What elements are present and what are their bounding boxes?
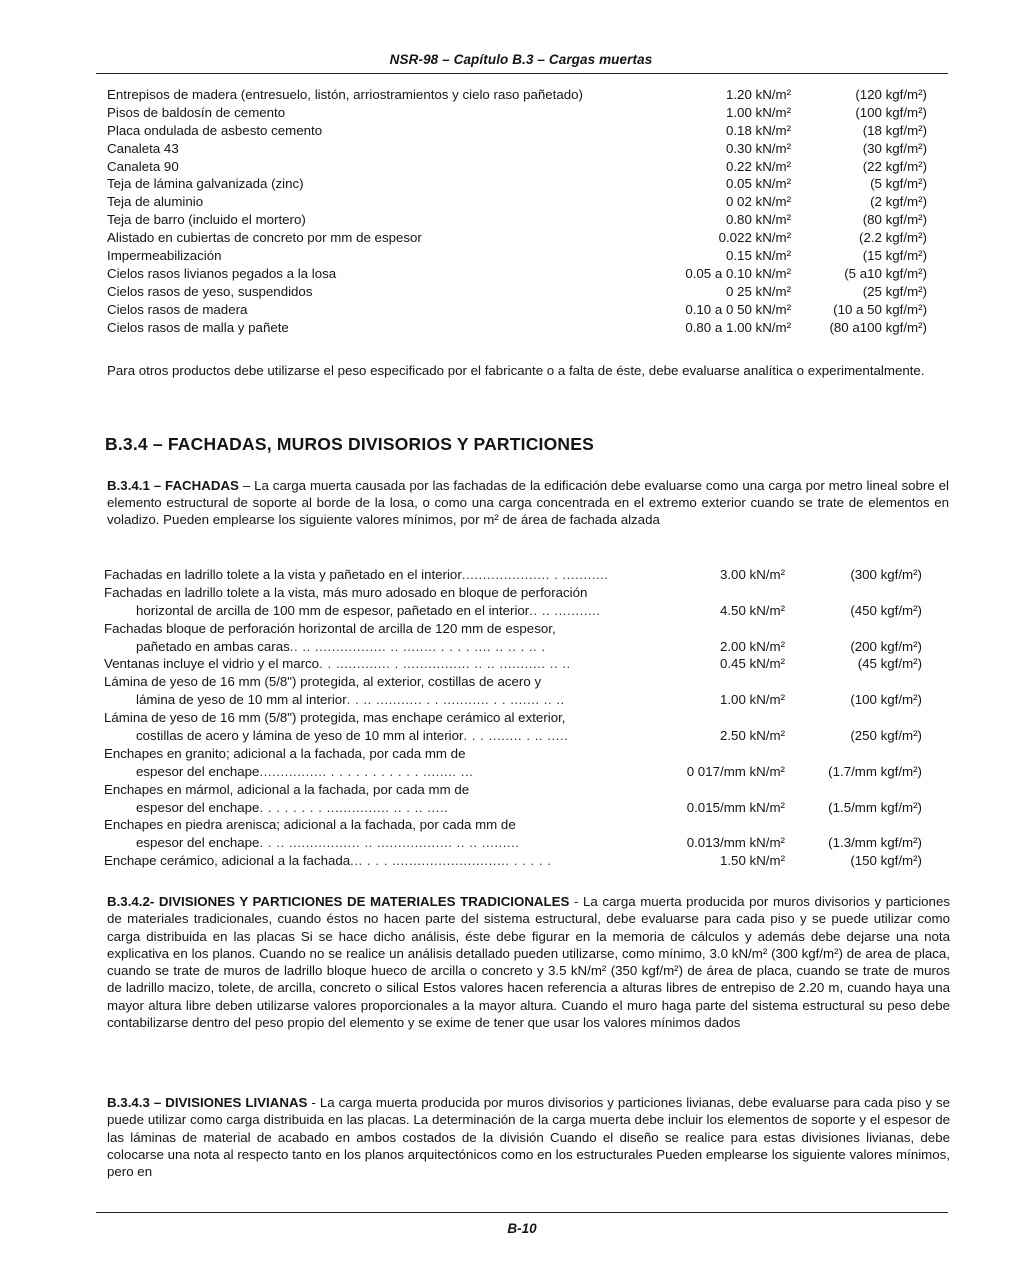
load-value-kn: 0 25 kN/m² <box>725 283 791 299</box>
load-description <box>104 709 565 727</box>
table-row <box>107 283 927 301</box>
leader-dots: . . .. ........... . . ........... . . ....... .. .. <box>346 692 565 708</box>
leader-dots: ..................... . ........... <box>461 567 609 582</box>
table-row <box>107 211 927 229</box>
load-description <box>136 691 565 709</box>
load-value-kn: 2.00 kN/m² <box>719 638 785 654</box>
table-row <box>107 193 927 211</box>
load-description <box>104 745 465 763</box>
page-number: B-10 <box>507 1221 537 1236</box>
load-description <box>104 852 551 870</box>
load-value-kn: 1.50 kN/m² <box>719 853 785 869</box>
load-description <box>136 602 601 620</box>
paragraph-text: - La carga muerta producida por muros divisorios y particiones de materiales tradicionales, cuando éstos no hacen parte del sistema estructural, debe evaluarse para cada piso y se puede utilizar como carga distribuida en las placas Si se hace dicho análisis, éste debe figurar en la memoria de cálculos y además debe dejarse una nota explicativa en los planos. Cuando no se realice un análisis detallado pueden utilizarse, como mínimo, 3.0 kN/m² (300 kgf/m²) de area de placa, cuando se trate de muros de ladrillo bloque hueco de arcilla o concreto y 3.5 kN/m² (350 kgf/m²) de área de placa, cuando se trate de muros de ladrillo macizo, tolete, de arcilla, concreto o silical Estos valores hacen referencia a alturas libres de entrepiso de 2.20 m, cuando haya una mayor altura libre deben utilizarse valores proporcionales a la mayor altura. Cuando el muro haga parte del sistema estructural su peso debe contabilizarse dentro del peso propio del elemento y se exime de tener que usar los valores mínimos dados <box>107 894 950 1031</box>
load-description <box>104 781 469 799</box>
table-row <box>104 834 922 852</box>
load-value-kgf: (250 kgf/m²) <box>850 728 922 744</box>
facade-loads-table <box>104 566 922 870</box>
load-value-kn: 1.00 kN/m² <box>719 692 785 708</box>
table-row <box>104 709 922 727</box>
load-description <box>104 673 541 691</box>
load-description: Cielos rasos de malla y pañete <box>107 319 289 335</box>
load-value-kn: 0.80 kN/m² <box>725 212 791 228</box>
table-row <box>104 727 922 745</box>
paragraph-divisiones-tradicionales <box>107 893 950 1031</box>
table-row <box>107 86 927 104</box>
table-row <box>104 584 922 602</box>
load-description <box>136 638 546 656</box>
load-value-kgf: (80 kgf/m²) <box>862 212 927 228</box>
table-row <box>104 566 922 584</box>
load-value-kgf: (15 kgf/m²) <box>862 248 927 264</box>
load-value-kn: 4.50 kN/m² <box>719 602 785 618</box>
load-description <box>104 566 609 584</box>
load-value-kgf: (10 a 50 kgf/m²) <box>833 301 927 317</box>
leader-dots: .. .. ........... <box>529 602 601 618</box>
load-description-text: Enchapes en piedra arenisca; adicional a la fachada, por cada mm de <box>104 817 516 833</box>
load-value-kn: 0.18 kN/m² <box>725 122 791 138</box>
load-value-kgf: (22 kgf/m²) <box>862 158 927 174</box>
load-value-kn: 0.013/mm kN/m² <box>686 835 785 851</box>
load-value-kn: 0.05 kN/m² <box>725 176 791 192</box>
load-value-kgf: (450 kgf/m²) <box>850 602 922 618</box>
table-row <box>104 852 922 870</box>
table-row <box>104 638 922 656</box>
load-description: Placa ondulada de asbesto cemento <box>107 122 323 138</box>
load-value-kn: 0.15 kN/m² <box>725 248 791 264</box>
load-value-kgf: (1.5/mm kgf/m²) <box>828 799 922 815</box>
table-row <box>107 140 927 158</box>
load-description <box>104 584 587 602</box>
footer-rule <box>96 1212 948 1213</box>
load-description-text: Lámina de yeso de 16 mm (5/8") protegida, al exterior, costillas de acero y <box>104 674 542 690</box>
header-rule <box>96 73 948 74</box>
load-value-kn: 2.50 kN/m² <box>719 728 785 744</box>
table-row <box>107 229 927 247</box>
load-description <box>136 834 520 852</box>
table-row <box>104 781 922 799</box>
load-value-kn: 0 017/mm kN/m² <box>686 763 785 779</box>
table-row <box>107 158 927 176</box>
load-description <box>136 727 568 745</box>
load-value-kgf: (30 kgf/m²) <box>862 140 927 156</box>
load-description-text: Enchapes en mármol, adicional a la fachada, por cada mm de <box>104 781 470 797</box>
load-value-kgf: (1.7/mm kgf/m²) <box>828 763 922 779</box>
load-value-kgf: (5 kgf/m²) <box>870 176 927 192</box>
table-row <box>104 763 922 781</box>
load-description-text: Lámina de yeso de 16 mm (5/8") protegida, mas enchape cerámico al exterior, <box>104 710 566 726</box>
table-row <box>107 122 927 140</box>
load-description: Teja de aluminio <box>107 194 204 210</box>
table-row <box>104 799 922 817</box>
load-description: Canaleta 43 <box>107 140 179 156</box>
load-value-kn: 0.80 a 1.00 kN/m² <box>685 319 791 335</box>
load-description-text: costillas de acero y lámina de yeso de 10 mm al interior <box>136 728 464 744</box>
paragraph-heading: B.3.4.3 – DIVISIONES LIVIANAS <box>107 1095 308 1110</box>
table-row <box>104 602 922 620</box>
load-value-kn: 0.10 a 0 50 kN/m² <box>685 301 791 317</box>
load-value-kgf: (1.3/mm kgf/m²) <box>828 835 922 851</box>
load-description-text: espesor del enchape <box>136 799 260 815</box>
paragraph-other-products: Para otros productos debe utilizarse el peso especificado por el fabricante o a falta de éste, debe evaluarse analítica o experimentalmente. <box>107 363 925 378</box>
load-value-kn: 0.22 kN/m² <box>725 158 791 174</box>
load-value-kgf: (5 a10 kgf/m²) <box>844 265 927 281</box>
load-value-kgf: (80 a100 kgf/m²) <box>829 319 927 335</box>
load-value-kgf: (150 kgf/m²) <box>850 853 922 869</box>
load-description <box>136 799 448 817</box>
table-row <box>107 104 927 122</box>
table-row <box>104 620 922 638</box>
load-description: Teja de barro (incluido el mortero) <box>107 212 306 228</box>
section-title: B.3.4 – FACHADAS, MUROS DIVISORIOS Y PARTICIONES <box>105 434 594 454</box>
load-value-kgf: (100 kgf/m²) <box>850 692 922 708</box>
load-description-text: lámina de yeso de 10 mm al interior <box>136 692 347 708</box>
paragraph-text: – La carga muerta causada por las fachadas de la edificación debe evaluarse como una carga por metro lineal sobre el elemento estructural de soporte al borde de la losa, o como una carga concentrada en el extremo exterior cuando se trate de elementos en voladizo. Pueden emplearse los siguiente valores mínimos, por m² de área de fachada alzada <box>107 478 950 528</box>
leader-dots: ... . . . ............................ . . . . . <box>350 853 552 869</box>
leader-dots: . . . . . . . . ............... .. . .. ..... <box>259 799 449 815</box>
load-description-text: horizontal de arcilla de 100 mm de espesor, pañetado en el interior <box>136 602 530 618</box>
dead-loads-table <box>107 86 927 336</box>
load-value-kn: 0.05 a 0.10 kN/m² <box>685 265 791 281</box>
load-description: Entrepisos de madera (entresuelo, listón, arriostramientos y cielo raso pañetado) <box>107 87 583 102</box>
load-description: Canaleta 90 <box>107 158 179 174</box>
load-description-text: espesor del enchape <box>136 835 260 851</box>
table-row <box>104 691 922 709</box>
load-value-kgf: (25 kgf/m²) <box>862 283 927 299</box>
table-row <box>107 301 927 319</box>
table-row <box>107 247 927 265</box>
load-description <box>104 816 516 834</box>
load-value-kn: 3.00 kN/m² <box>719 567 785 582</box>
paragraph-text: - La carga muerta producida por muros divisorios y particiones livianas, debe evaluarse para cada piso y se puede utilizar como carga distribuida en las placas. La determinación de la carga muerta debe incluir los elementos de soporte y el espesor de las láminas de material de acabado en ambos costados de la división Cuando el diseño se realice para estas divisiones livianas, debe colocarse una nota al respecto tanto en los planos arquitectónicos como en los estructurales Pueden emplearse los siguiente valores mínimos, pero en <box>107 1095 951 1180</box>
load-value-kgf: (200 kgf/m²) <box>850 638 922 654</box>
table-row <box>104 816 922 834</box>
load-value-kgf: (120 kgf/m²) <box>855 87 927 102</box>
paragraph-fachadas <box>107 477 949 529</box>
load-description-text: pañetado en ambas caras <box>136 638 290 654</box>
load-description-text: Fachadas en ladrillo tolete a la vista, más muro adosado en bloque de perforación <box>104 584 588 600</box>
load-description <box>104 620 556 638</box>
table-row <box>104 655 922 673</box>
leader-dots: . . .. ................. .. .................. .. .. ......... <box>259 835 520 851</box>
load-value-kn: 0.45 kN/m² <box>719 656 785 672</box>
leader-dots: ................ . . . . . . . . . . . ........ ... <box>259 763 474 779</box>
load-description-text: Enchapes en granito; adicional a la fachada, por cada mm de <box>104 745 466 761</box>
load-value-kgf: (18 kgf/m²) <box>862 122 927 138</box>
load-value-kgf: (300 kgf/m²) <box>850 567 922 582</box>
load-description-text: Fachadas bloque de perforación horizontal de arcilla de 120 mm de espesor, <box>104 620 556 636</box>
load-value-kn: 1.00 kN/m² <box>725 104 791 120</box>
load-description: Impermeabilización <box>107 248 222 264</box>
load-description: Cielos rasos de madera <box>107 301 248 317</box>
load-description <box>104 655 571 673</box>
load-value-kn: 0.30 kN/m² <box>725 140 791 156</box>
load-description-text: Enchape cerámico, adicional a la fachada <box>104 853 351 869</box>
paragraph-heading: B.3.4.1 – FACHADAS <box>107 478 239 493</box>
load-value-kgf: (2.2 kgf/m²) <box>859 230 927 246</box>
load-description: Alistado en cubiertas de concreto por mm de espesor <box>107 230 422 246</box>
load-value-kgf: (45 kgf/m²) <box>857 656 922 672</box>
load-value-kgf: (2 kgf/m²) <box>870 194 927 210</box>
table-row <box>107 265 927 283</box>
load-description-text: Fachadas en ladrillo tolete a la vista y pañetado en el interior <box>104 567 462 582</box>
leader-dots: . . ............. . ................ .. .. ........... .. .. <box>319 656 571 672</box>
table-row <box>107 319 927 337</box>
load-value-kn: 1.20 kN/m² <box>725 87 791 102</box>
load-value-kn: 0.022 kN/m² <box>718 230 791 246</box>
paragraph-divisiones-livianas <box>107 1094 950 1180</box>
load-description: Cielos rasos de yeso, suspendidos <box>107 283 313 299</box>
load-description-text: Ventanas incluye el vidrio y el marco <box>104 656 320 672</box>
load-value-kn: 0.015/mm kN/m² <box>686 799 785 815</box>
leader-dots: . . . ........ . .. ..... <box>463 728 569 744</box>
load-description-text: espesor del enchape <box>136 763 260 779</box>
load-description: Teja de lámina galvanizada (zinc) <box>107 176 304 192</box>
load-description <box>136 763 473 781</box>
page-header: NSR-98 – Capítulo B.3 – Cargas muertas <box>389 52 653 67</box>
load-description: Pisos de baldosín de cemento <box>107 104 286 120</box>
table-row <box>104 673 922 691</box>
load-value-kn: 0 02 kN/m² <box>725 194 791 210</box>
leader-dots: .. .. ................. .. ........ . . . . .... .. .. . .. . <box>289 638 546 654</box>
paragraph-heading: B.3.4.2- DIVISIONES Y PARTICIONES DE MATERIALES TRADICIONALES <box>107 894 570 909</box>
load-value-kgf: (100 kgf/m²) <box>855 104 927 120</box>
load-description: Cielos rasos livianos pegados a la losa <box>107 265 337 281</box>
table-row <box>107 175 927 193</box>
table-row <box>104 745 922 763</box>
